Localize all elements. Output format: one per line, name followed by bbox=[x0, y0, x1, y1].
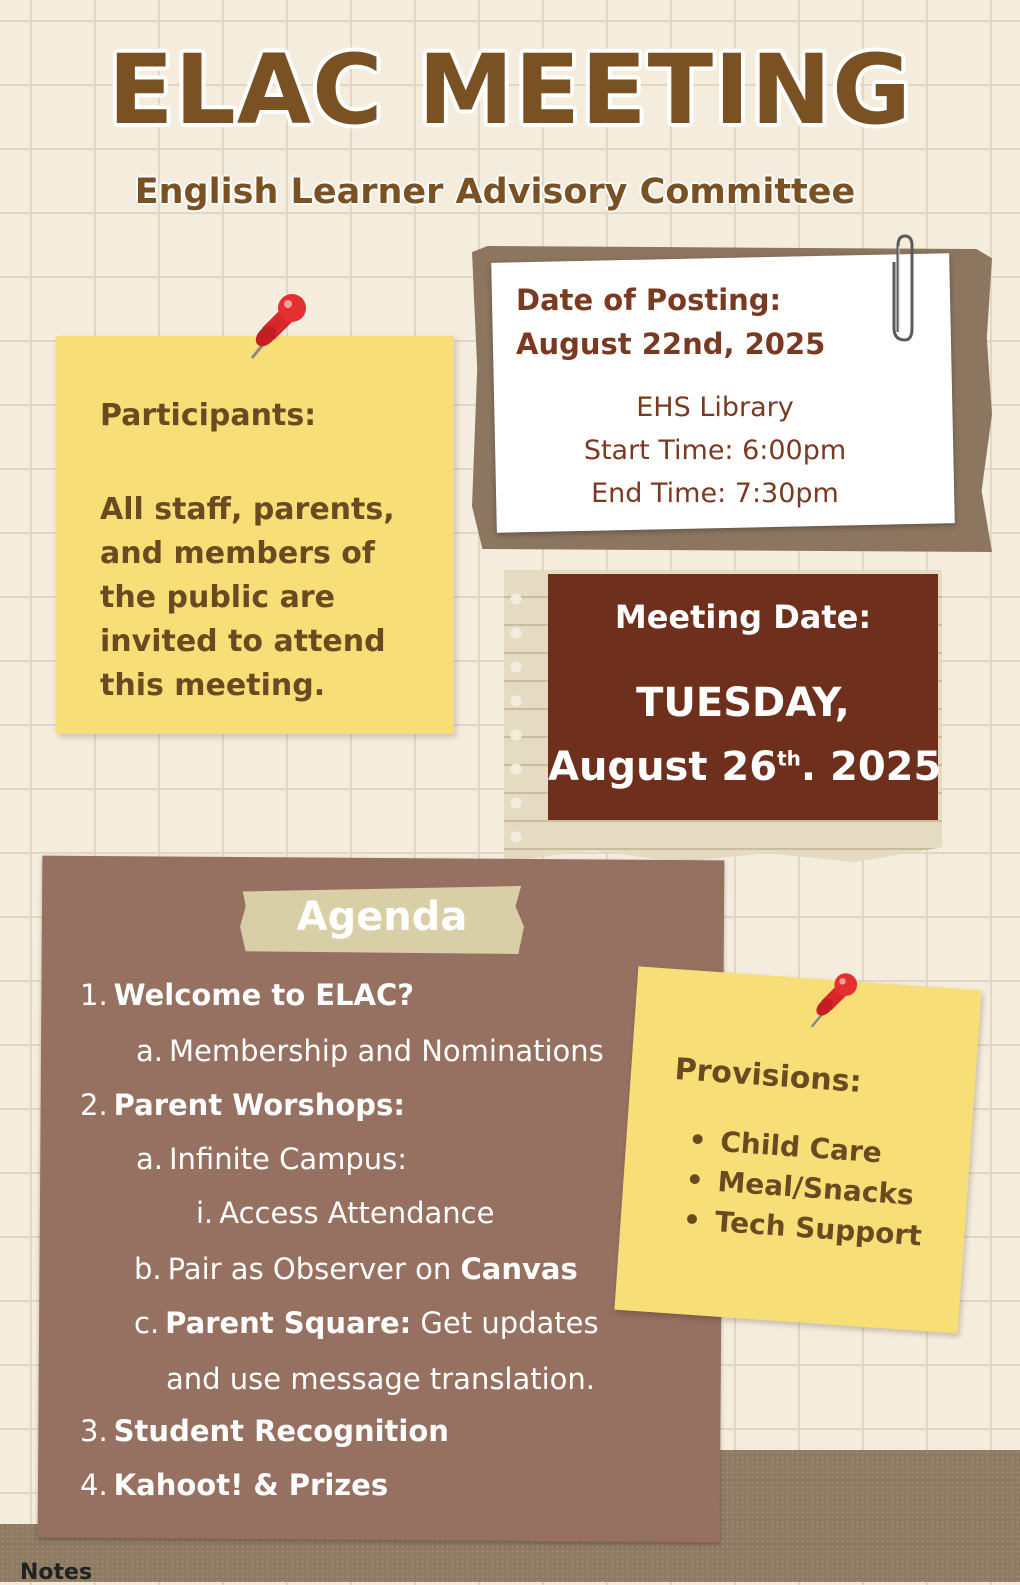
meeting-date-label: Meeting Date: bbox=[614, 598, 872, 636]
meeting-location: EHS Library bbox=[636, 392, 794, 423]
agenda-item: 1. Welcome to ELAC? bbox=[80, 978, 415, 1012]
agenda-item: c. Parent Square: Get updates bbox=[134, 1306, 599, 1340]
agenda-item: 4. Kahoot! & Prizes bbox=[80, 1468, 389, 1502]
agenda-item: a. Membership and Nominations bbox=[136, 1034, 604, 1068]
pushpin-icon bbox=[240, 290, 310, 364]
provisions-label: Provisions: bbox=[673, 1052, 863, 1100]
posting-label bbox=[516, 278, 825, 366]
agenda-item: a. Infinite Campus: bbox=[136, 1142, 408, 1176]
posting-details bbox=[520, 386, 910, 515]
agenda-item: and use message translation. bbox=[166, 1362, 596, 1396]
agenda-item: b. Pair as Observer on Canvas bbox=[134, 1252, 578, 1286]
participants-text: All staff, parents, and members of the public are invited to attend this meeting. bbox=[100, 492, 395, 703]
posting-date: August 22nd, 2025 bbox=[516, 327, 826, 361]
page-subtitle: English Learner Advisory Committee bbox=[134, 172, 856, 212]
list-item: • Child Care bbox=[687, 1120, 928, 1177]
start-time: Start Time: 6:00pm bbox=[583, 435, 847, 466]
agenda-item: 3. Student Recognition bbox=[80, 1414, 449, 1448]
meeting-day: TUESDAY, bbox=[636, 680, 850, 726]
page-title: ELAC MEETING bbox=[108, 34, 912, 146]
paperclip-icon bbox=[890, 232, 920, 344]
pushpin-icon bbox=[800, 970, 864, 1030]
agenda-title: Agenda bbox=[296, 894, 468, 940]
list-item: • Meal/Snacks bbox=[684, 1160, 925, 1217]
end-time: End Time: 7:30pm bbox=[591, 478, 839, 509]
meeting-date: August 26th. 2025 bbox=[548, 744, 942, 790]
notes-label[interactable]: Notes bbox=[20, 1560, 93, 1585]
agenda-item: 2. Parent Worshops: bbox=[80, 1088, 405, 1122]
agenda-item: i. Access Attendance bbox=[196, 1196, 495, 1230]
list-item: • Tech Support bbox=[682, 1200, 923, 1257]
posting-label-line1: Date of Posting: bbox=[516, 283, 782, 317]
notebook-holes bbox=[508, 582, 524, 852]
provisions-list bbox=[682, 1120, 929, 1256]
participants-label: Participants: bbox=[100, 398, 317, 433]
